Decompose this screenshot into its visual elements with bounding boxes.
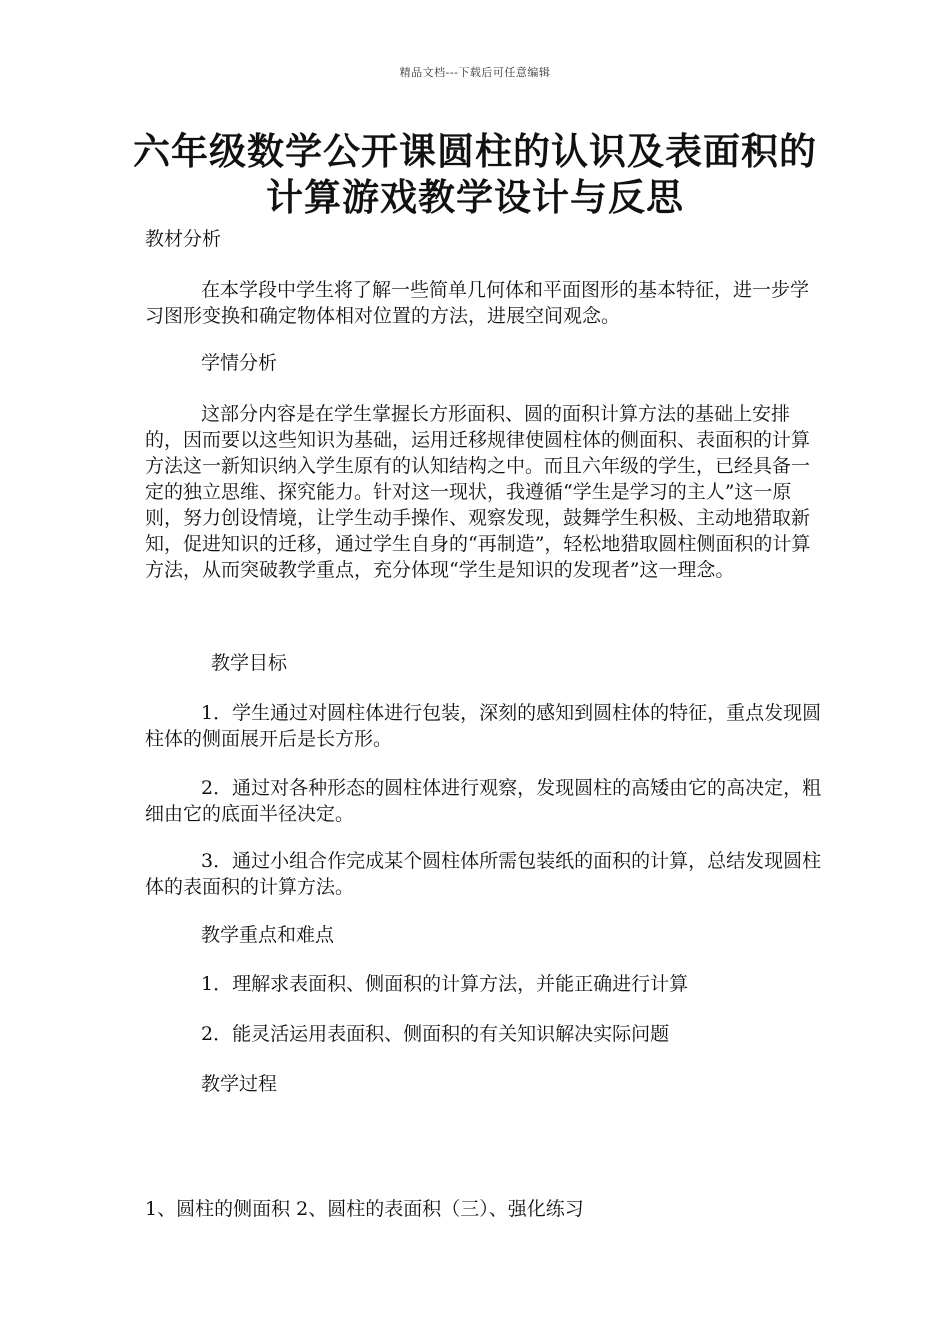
goal-item-1: 1．学生通过对圆柱体进行包装，深刻的感知到圆柱体的特征，重点发现圆柱体的侧面展开后是长方形。: [145, 702, 822, 750]
student-paragraph: 这部分内容是在学生掌握长方形面积、圆的面积计算方法的基础上安排的，因而要以这些知识为基础，运用迁移规律使圆柱体的侧面积、表面积的计算方法这一新知识纳入学生原有的认知结构之中。而且六年级的学生，已经具备一定的独立思维、探究能力。针对这一现状，我遵循“学生是学习的主人”这一原则，努力创设情境，让学生动手操作、观察发现，鼓舞学生积极、主动地猎取新知，促进知识的迁移，通过学生自身的“再制造”，轻松地猎取圆柱侧面积的计算方法，从而突破教学重点，充分体现“学生是知识的发现者”这一理念。: [145, 403, 811, 581]
page-header-note: 精品文档---下载后可任意编辑: [399, 66, 551, 79]
process-line: 1、圆柱的侧面积 2、圆柱的表面积（三）、强化练习: [145, 1198, 584, 1220]
section-heading-material: 教材分析: [145, 228, 222, 250]
section-heading-goals: 教学目标: [211, 652, 288, 674]
goal-item-3: 3．通过小组合作完成某个圆柱体所需包装纸的面积的计算，总结发现圆柱体的表面积的计算方法。: [145, 850, 822, 898]
section-heading-student: 学情分析: [201, 352, 278, 374]
key-point-1: 1．理解求表面积、侧面积的计算方法，并能正确进行计算: [201, 973, 689, 995]
key-point-2: 2．能灵活运用表面积、侧面积的有关知识解决实际问题: [201, 1023, 670, 1045]
section-heading-process: 教学过程: [201, 1073, 278, 1095]
goal-item-2: 2．通过对各种形态的圆柱体进行观察，发现圆柱的高矮由它的高决定，粗细由它的底面半径决定。: [145, 777, 822, 825]
document-title: 六年级数学公开课圆柱的认识及表面积的计算游戏教学设计与反思: [133, 129, 817, 219]
material-paragraph: 在本学段中学生将了解一些简单几何体和平面图形的基本特征，进一步学习图形变换和确定物体相对位置的方法，进展空间观念。: [145, 279, 810, 327]
section-heading-key: 教学重点和难点: [201, 924, 335, 946]
